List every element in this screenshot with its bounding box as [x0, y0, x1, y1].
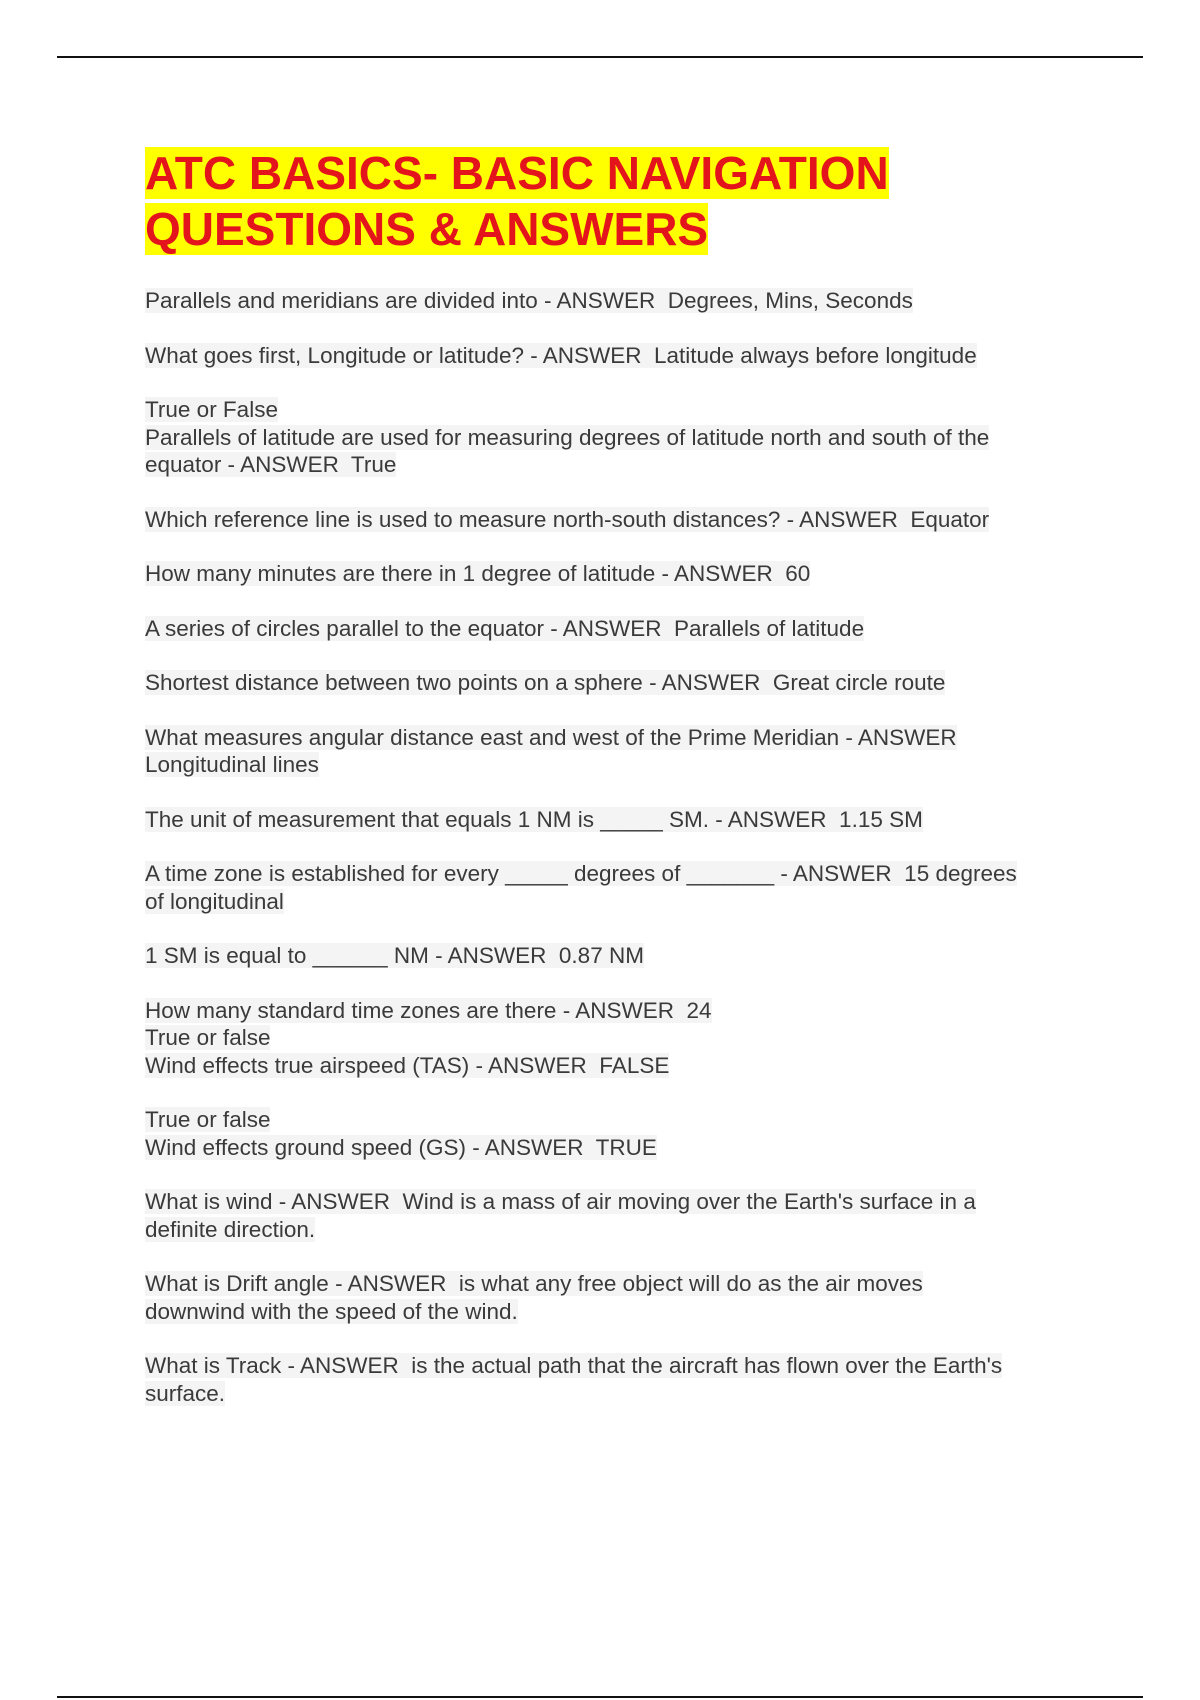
qa-text: Parallels of latitude are used for measuring degrees of latitude north and south of the [145, 424, 990, 450]
qa-line [145, 860, 1105, 888]
qa-line [145, 451, 1105, 479]
qa-item [145, 615, 1105, 643]
qa-line [145, 1106, 1105, 1134]
qa-text: How many minutes are there in 1 degree of latitude - ANSWER 60 [145, 561, 811, 586]
qa-line [145, 1216, 1105, 1244]
qa-line [145, 1024, 1105, 1052]
qa-line [145, 287, 1105, 315]
qa-item [145, 669, 1105, 697]
qa-text: of longitudinal [145, 888, 284, 914]
qa-item [145, 997, 1105, 1080]
qa-line [145, 424, 1105, 452]
qa-item [145, 342, 1105, 370]
qa-item [145, 942, 1105, 970]
qa-text: What goes first, Longitude or latitude? - ANSWER Latitude always before longitude [145, 342, 977, 368]
qa-line [145, 669, 1105, 697]
qa-item [145, 1106, 1105, 1161]
qa-item [145, 560, 1105, 588]
qa-text: Wind effects ground speed (GS) - ANSWER TRUE [145, 1134, 657, 1160]
qa-text: What is wind - ANSWER Wind is a mass of air moving over the Earth's surface in a [145, 1189, 976, 1214]
qa-item [145, 1270, 1105, 1325]
title-line-2: QUESTIONS & ANSWERS [145, 203, 709, 255]
qa-text: What measures angular distance east and west of the Prime Meridian - ANSWER [145, 724, 957, 750]
qa-item [145, 396, 1105, 479]
bottom-rule [57, 1696, 1143, 1698]
qa-text: What is Track - ANSWER is the actual path that the aircraft has flown over the Earth's [145, 1353, 1003, 1378]
qa-text: equator - ANSWER True [145, 452, 397, 477]
qa-item [145, 806, 1105, 834]
qa-line [145, 888, 1105, 916]
qa-line [145, 560, 1105, 588]
qa-text: True or False [145, 397, 278, 422]
qa-item [145, 1188, 1105, 1243]
title-line-1: ATC BASICS- BASIC NAVIGATION [145, 147, 889, 199]
qa-list [145, 287, 1105, 1407]
qa-line [145, 1270, 1105, 1298]
qa-line [145, 396, 1105, 424]
qa-line [145, 997, 1105, 1025]
qa-line [145, 506, 1105, 534]
qa-line [145, 751, 1105, 779]
qa-line [145, 1188, 1105, 1216]
qa-text: Longitudinal lines [145, 752, 319, 777]
qa-text: downwind with the speed of the wind. [145, 1298, 518, 1324]
qa-line [145, 1052, 1105, 1080]
qa-line [145, 1380, 1105, 1408]
qa-item [145, 860, 1105, 915]
qa-text: Shortest distance between two points on a sphere - ANSWER Great circle route [145, 670, 946, 695]
qa-item [145, 1352, 1105, 1407]
qa-text: What is Drift angle - ANSWER is what any free object will do as the air moves [145, 1271, 923, 1296]
top-rule [57, 56, 1143, 58]
qa-text: True or false [145, 1025, 271, 1050]
qa-text: Parallels and meridians are divided into - ANSWER Degrees, Mins, Seconds [145, 288, 913, 313]
qa-line [145, 615, 1105, 643]
qa-text: Wind effects true airspeed (TAS) - ANSWER FALSE [145, 1052, 670, 1078]
qa-line [145, 1298, 1105, 1326]
document-body [145, 145, 1105, 1434]
qa-text: The unit of measurement that equals 1 NM is _____ SM. - ANSWER 1.15 SM [145, 806, 923, 832]
qa-line [145, 942, 1105, 970]
qa-text: Which reference line is used to measure north-south distances? - ANSWER Equator [145, 506, 990, 532]
qa-text: A series of circles parallel to the equator - ANSWER Parallels of latitude [145, 615, 865, 641]
qa-line [145, 1352, 1105, 1380]
qa-line [145, 1134, 1105, 1162]
qa-text: A time zone is established for every _____ degrees of _______ - ANSWER 15 degrees [145, 861, 1017, 886]
qa-line [145, 342, 1105, 370]
document-title [145, 145, 1105, 257]
qa-text: How many standard time zones are there - ANSWER 24 [145, 997, 712, 1023]
qa-item [145, 506, 1105, 534]
qa-line [145, 806, 1105, 834]
qa-text: 1 SM is equal to ______ NM - ANSWER 0.87 NM [145, 943, 644, 968]
qa-text: definite direction. [145, 1216, 316, 1242]
qa-item [145, 287, 1105, 315]
qa-line [145, 724, 1105, 752]
qa-item [145, 724, 1105, 779]
qa-text: surface. [145, 1380, 226, 1406]
qa-text: True or false [145, 1107, 271, 1132]
